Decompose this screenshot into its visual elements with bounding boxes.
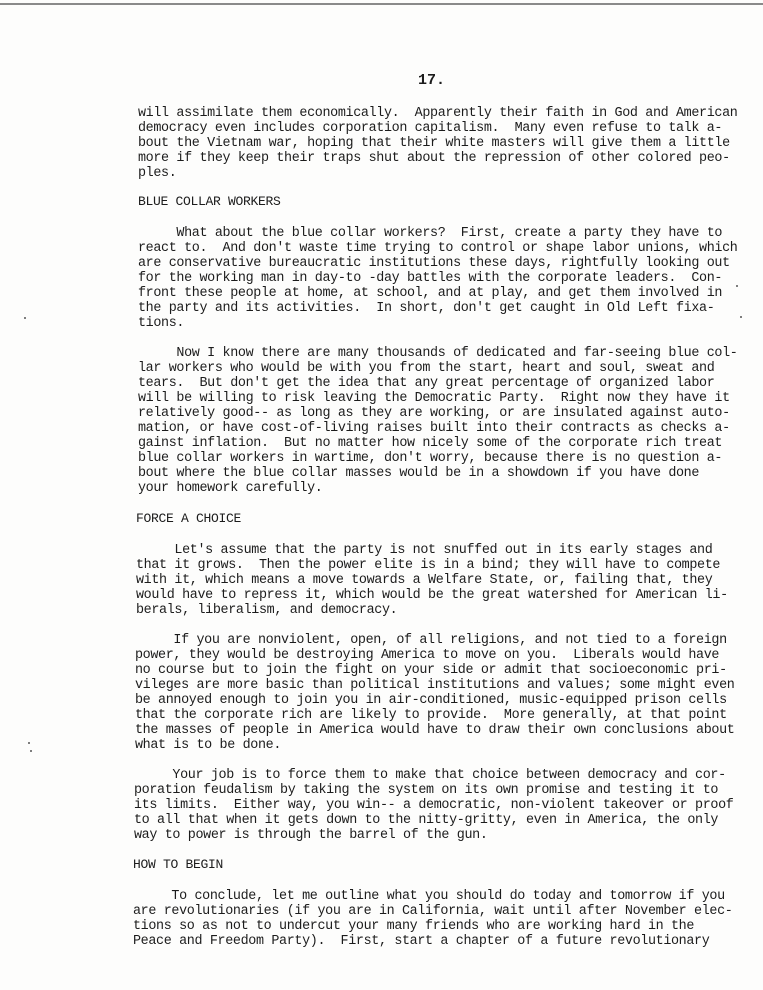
text-line: What about the blue collar workers? First, create a party they have to xyxy=(138,226,723,241)
text-line: Peace and Freedom Party). First, start a chapter of a future revolutionary xyxy=(133,934,710,949)
text-line: will assimilate them economically. Apparently their faith in God and American xyxy=(138,106,738,121)
text-line: to all that when it gets down to the nitty-gritty, even in America, the only xyxy=(134,813,719,828)
text-line: Your job is to force them to make that choice between democracy and cor- xyxy=(134,768,726,783)
text-line: be annoyed enough to join you in air-conditioned, music-equipped prison cells xyxy=(135,693,727,708)
text-line: Let's assume that the party is not snuffed out in its early stages and xyxy=(136,543,713,558)
text-line: power, they would be destroying America to move on you. Liberals would have xyxy=(135,648,720,663)
text-line: are conservative bureaucratic institutions these days, rightfully looking out xyxy=(138,256,730,271)
section-heading: BLUE COLLAR WORKERS xyxy=(138,194,281,209)
text-line: the masses of people in America would have to draw their own conclusions about xyxy=(135,723,735,738)
text-line: no course but to join the fight on your side or admit that socioeconomic pri- xyxy=(135,663,727,678)
scan-speck xyxy=(30,750,32,752)
text-line: If you are nonviolent, open, of all religions, and not tied to a foreign xyxy=(135,633,727,648)
text-line: for the working man in day-to -day battles with the corporate leaders. Con- xyxy=(138,271,723,286)
scan-speck xyxy=(736,285,738,287)
text-line: with it, which means a move towards a Welfare State, or, failing that, they xyxy=(136,573,713,588)
text-line: are revolutionaries (if you are in California, wait until after November elec- xyxy=(133,904,733,919)
text-line: the party and its activities. In short, don't get caught in Old Left fixa- xyxy=(138,301,715,316)
text-line: its limits. Either way, you win-- a democratic, non-violent takeover or proof xyxy=(134,798,734,813)
text-line: that it grows. Then the power elite is in a bind; they will have to compete xyxy=(136,558,721,573)
text-line: blue collar workers in wartime, don't worry, because there is no question a- xyxy=(138,451,723,466)
text-line: react to. And don't waste time trying to control or shape labor unions, which xyxy=(138,241,738,256)
text-line: way to power is through the barrel of the gun. xyxy=(134,828,488,843)
text-line: your homework carefully. xyxy=(138,481,323,496)
scan-speck xyxy=(24,317,26,319)
text-line: front these people at home, at school, and at play, and get them involved in xyxy=(138,286,723,301)
text-line: bout where the blue collar masses would be in a showdown if you have done xyxy=(138,466,700,481)
text-line: would have to repress it, which would be the great watershed for American li- xyxy=(136,588,728,603)
section-heading: FORCE A CHOICE xyxy=(136,511,242,526)
text-line: poration feudalism by taking the system on its own promise and testing it to xyxy=(134,783,719,798)
text-line: Now I know there are many thousands of dedicated and far-seeing blue col- xyxy=(138,346,738,361)
text-line: what is to be done. xyxy=(135,738,282,753)
text-line: mation, or have cost-of-living raises built into their contracts as checks a- xyxy=(138,421,730,436)
text-line: tears. But don't get the idea that any great percentage of organized labor xyxy=(138,376,715,391)
page-number: 17. xyxy=(418,72,446,89)
section-heading: HOW TO BEGIN xyxy=(133,857,224,872)
text-line: To conclude, let me outline what you should do today and tomorrow if you xyxy=(133,889,725,904)
text-line: ples. xyxy=(138,166,177,181)
scan-top-edge xyxy=(0,3,763,5)
text-line: that the corporate rich are likely to provide. More generally, at that point xyxy=(135,708,727,723)
text-line: will be willing to risk leaving the Democratic Party. Right now they have it xyxy=(138,391,730,406)
text-line: more if they keep their traps shut about the repression of other colored peo- xyxy=(138,151,730,166)
text-line: relatively good-- as long as they are working, or are insulated against auto- xyxy=(138,406,730,421)
text-line: tions so as not to undercut your many friends who are working hard in the xyxy=(133,919,695,934)
text-line: tions. xyxy=(138,316,185,331)
text-line: bout the Vietnam war, hoping that their white masters will give them a little xyxy=(138,136,730,151)
scan-speck xyxy=(740,316,742,318)
text-line: lar workers who would be with you from the start, heart and soul, sweat and xyxy=(138,361,715,376)
text-line: gainst inflation. But no matter how nicely some of the corporate rich treat xyxy=(138,436,723,451)
text-line: berals, liberalism, and democracy. xyxy=(136,603,398,618)
scan-speck xyxy=(28,742,30,744)
text-line: democracy even includes corporation capitalism. Many even refuse to talk a- xyxy=(138,121,723,136)
text-line: vileges are more basic than political institutions and values; some might even xyxy=(135,678,735,693)
